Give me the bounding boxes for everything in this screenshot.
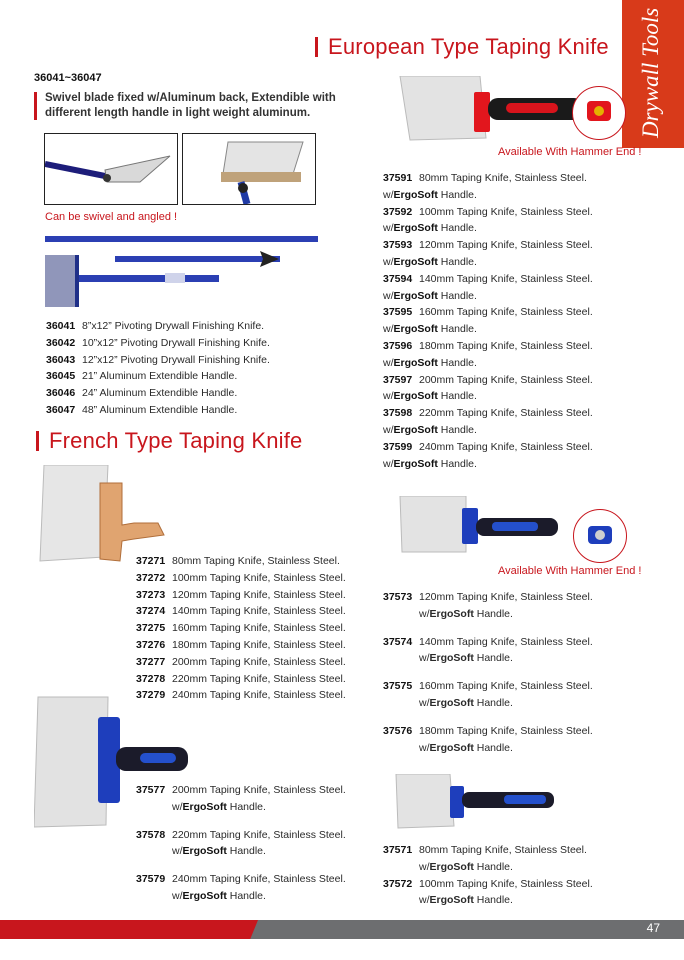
small-item-handle: w/ErgoSoft Handle. <box>419 860 513 873</box>
footer-bar <box>250 920 684 939</box>
item-description: 80mm Taping Knife, Stainless Steel. <box>419 844 587 856</box>
french-ergo-item-handle: w/ErgoSoft Handle. <box>172 889 266 902</box>
french-section-title <box>36 428 302 454</box>
item-description: 180mm Taping Knife, Stainless Steel. <box>419 724 593 737</box>
french-item-row <box>136 654 346 671</box>
small-item-handle: w/ErgoSoft Handle. <box>419 894 513 907</box>
item-description: 120mm Taping Knife, Stainless Steel. <box>419 591 593 603</box>
item-description: 8”x12” Pivoting Drywall Finishing Knife. <box>82 320 265 332</box>
item-description: 100mm Taping Knife, Stainless Steel. <box>172 571 346 584</box>
blue-item-line <box>383 678 593 695</box>
blue-item-list <box>383 589 593 756</box>
blue-item <box>383 634 593 668</box>
item-code: 37596 <box>383 339 413 352</box>
small-blue-knife-image <box>392 774 562 839</box>
european-item <box>383 170 593 204</box>
item-description: 160mm Taping Knife, Stainless Steel. <box>419 680 593 693</box>
european-item-list <box>383 170 593 472</box>
french-item-row <box>136 637 346 654</box>
item-description: 120mm Taping Knife, Stainless Steel. <box>419 239 593 252</box>
item-description: 240mm Taping Knife, Stainless Steel. <box>172 873 346 886</box>
item-description: 12”x12” Pivoting Drywall Finishing Knife. <box>82 353 270 366</box>
blue-item-line <box>383 723 593 740</box>
item-code: 37275 <box>136 622 166 635</box>
page-number: 47 <box>646 921 660 935</box>
item-code: 37592 <box>383 205 413 218</box>
item-description: 10”x12” Pivoting Drywall Finishing Knife. <box>82 336 270 349</box>
french-item-row <box>136 620 346 637</box>
european-item-handle: w/ErgoSoft Handle. <box>383 323 477 336</box>
extendible-handles-image <box>45 233 325 318</box>
blue-item-line <box>383 589 593 606</box>
small-item-line <box>383 876 593 893</box>
item-code: 37274 <box>136 605 166 618</box>
european-item-handle: w/ErgoSoft Handle. <box>383 289 477 302</box>
item-description: 80mm Taping Knife, Stainless Steel. <box>419 172 587 184</box>
item-description: 140mm Taping Knife, Stainless Steel. <box>419 635 593 648</box>
european-item <box>383 405 593 439</box>
item-code: 37277 <box>136 655 166 668</box>
item-code: 37594 <box>383 272 413 285</box>
red-hammer-end-detail <box>572 86 626 140</box>
item-code: 37577 <box>136 784 166 796</box>
item-description: 200mm Taping Knife, Stainless Steel. <box>172 784 346 796</box>
pivot-range: 36041~36047 <box>34 72 102 84</box>
side-tab-label: Drywall Tools <box>638 7 663 138</box>
item-code: 37272 <box>136 571 166 584</box>
european-item-handle: w/ErgoSoft Handle. <box>383 188 477 201</box>
small-item-list <box>383 842 593 909</box>
small-item-line <box>383 842 593 859</box>
european-section-title <box>315 34 609 60</box>
european-title-text: European Type Taping Knife <box>328 34 609 59</box>
pivot-item-row <box>46 385 270 402</box>
item-code: 37579 <box>136 873 166 886</box>
european-item-handle: w/ErgoSoft Handle. <box>383 423 477 436</box>
item-code: 37597 <box>383 373 413 386</box>
item-description: 180mm Taping Knife, Stainless Steel. <box>172 638 346 651</box>
european-item <box>383 204 593 238</box>
european-item-line <box>383 405 593 422</box>
european-item-line <box>383 338 593 355</box>
pivot-item-row <box>46 335 270 352</box>
item-code: 37278 <box>136 672 166 685</box>
european-item-handle: w/ErgoSoft Handle. <box>383 390 477 403</box>
blue-item-handle: w/ErgoSoft Handle. <box>419 741 513 754</box>
french-title-text: French Type Taping Knife <box>49 428 303 453</box>
item-code: 36042 <box>46 336 76 349</box>
european-red-knife-image <box>396 76 596 151</box>
french-item-row <box>136 553 346 570</box>
european-item <box>383 304 593 338</box>
item-description: 100mm Taping Knife, Stainless Steel. <box>419 877 593 890</box>
item-description: 160mm Taping Knife, Stainless Steel. <box>172 622 346 635</box>
blue-hammer-end-detail <box>573 509 627 563</box>
small-item <box>383 876 593 910</box>
item-description: 24” Aluminum Extendible Handle. <box>82 387 238 400</box>
blue-item-handle: w/ErgoSoft Handle. <box>419 652 513 665</box>
item-description: 180mm Taping Knife, Stainless Steel. <box>419 339 593 352</box>
european-item <box>383 439 593 473</box>
french-ergo-item <box>136 871 346 905</box>
pivot-item-row <box>46 368 270 385</box>
pivot-item-row <box>46 318 270 335</box>
french-ergo-item-line <box>136 827 346 844</box>
european-item-line <box>383 372 593 389</box>
item-description: 100mm Taping Knife, Stainless Steel. <box>419 205 593 218</box>
item-description: 140mm Taping Knife, Stainless Steel. <box>419 272 593 285</box>
european-item-handle: w/ErgoSoft Handle. <box>383 222 477 235</box>
european-hammer-note: Available With Hammer End ! <box>498 146 642 158</box>
item-code: 36047 <box>46 403 76 416</box>
pivot-knife-photo-2 <box>182 133 316 205</box>
pivot-knife-photo-1 <box>44 133 178 205</box>
french-item-row <box>136 603 346 620</box>
french-ergo-item <box>136 782 346 816</box>
item-code: 37575 <box>383 680 413 693</box>
european-item-line <box>383 304 593 321</box>
item-code: 37574 <box>383 635 413 648</box>
item-description: 200mm Taping Knife, Stainless Steel. <box>419 373 593 386</box>
pivot-item-list <box>46 318 270 419</box>
french-item-list <box>136 553 346 704</box>
pivot-desc-bar <box>34 92 37 120</box>
item-description: 200mm Taping Knife, Stainless Steel. <box>172 655 346 668</box>
european-item <box>383 237 593 271</box>
french-ergo-item-line <box>136 871 346 888</box>
european-item-handle: w/ErgoSoft Handle. <box>383 255 477 268</box>
item-code: 36041 <box>46 320 76 332</box>
item-code: 37279 <box>136 689 166 702</box>
french-item-row <box>136 671 346 688</box>
item-code: 37573 <box>383 591 413 603</box>
small-item <box>383 842 593 876</box>
item-code: 37571 <box>383 844 413 856</box>
item-code: 37572 <box>383 877 413 890</box>
item-code: 37271 <box>136 555 166 567</box>
blue-item-handle: w/ErgoSoft Handle. <box>419 696 513 709</box>
pivot-item-row <box>46 402 270 419</box>
item-code: 36046 <box>46 387 76 400</box>
item-description: 21” Aluminum Extendible Handle. <box>82 370 238 383</box>
footer-accent <box>0 920 258 939</box>
item-code: 37591 <box>383 172 413 184</box>
european-item-line <box>383 204 593 221</box>
european-item-line <box>383 271 593 288</box>
french-ergo-list <box>136 782 346 905</box>
pivot-description: Swivel blade fixed w/Aluminum back, Extendible with different length handle in light weight aluminum. <box>45 92 336 119</box>
item-code: 37598 <box>383 407 413 420</box>
european-item-line <box>383 439 593 456</box>
blue-item-handle: w/ErgoSoft Handle. <box>419 607 513 620</box>
french-item-row <box>136 570 346 587</box>
item-code: 37578 <box>136 828 166 841</box>
item-code: 37595 <box>383 306 413 319</box>
item-description: 140mm Taping Knife, Stainless Steel. <box>172 605 346 618</box>
french-ergo-item-handle: w/ErgoSoft Handle. <box>172 845 266 858</box>
item-code: 37599 <box>383 440 413 453</box>
item-description: 48” Aluminum Extendible Handle. <box>82 403 238 416</box>
french-ergo-item <box>136 827 346 861</box>
item-code: 36045 <box>46 370 76 383</box>
european-blue-knife-image <box>396 496 566 561</box>
french-ergo-item-line <box>136 782 346 799</box>
blue-item <box>383 723 593 757</box>
item-description: 220mm Taping Knife, Stainless Steel. <box>419 407 593 420</box>
item-code: 37273 <box>136 588 166 601</box>
european-item-line <box>383 170 593 187</box>
item-description: 240mm Taping Knife, Stainless Steel. <box>172 689 346 702</box>
blue-item-line <box>383 634 593 651</box>
item-description: 220mm Taping Knife, Stainless Steel. <box>172 672 346 685</box>
european-item <box>383 338 593 372</box>
item-code: 37276 <box>136 638 166 651</box>
blue-hammer-note: Available With Hammer End ! <box>498 565 642 577</box>
swivel-note: Can be swivel and angled ! <box>45 211 178 223</box>
french-item-row <box>136 587 346 604</box>
european-item <box>383 372 593 406</box>
item-code: 37593 <box>383 239 413 252</box>
blue-item <box>383 589 593 623</box>
pivot-item-row <box>46 352 270 369</box>
european-item-handle: w/ErgoSoft Handle. <box>383 457 477 470</box>
side-tab <box>622 0 684 148</box>
item-description: 240mm Taping Knife, Stainless Steel. <box>419 440 593 453</box>
french-ergo-item-handle: w/ErgoSoft Handle. <box>172 800 266 813</box>
item-description: 80mm Taping Knife, Stainless Steel. <box>172 555 340 567</box>
european-item-handle: w/ErgoSoft Handle. <box>383 356 477 369</box>
blue-item <box>383 678 593 712</box>
european-item <box>383 271 593 305</box>
item-description: 120mm Taping Knife, Stainless Steel. <box>172 588 346 601</box>
item-description: 220mm Taping Knife, Stainless Steel. <box>172 828 346 841</box>
item-code: 36043 <box>46 353 76 366</box>
item-code: 37576 <box>383 724 413 737</box>
european-item-line <box>383 237 593 254</box>
item-description: 160mm Taping Knife, Stainless Steel. <box>419 306 593 319</box>
